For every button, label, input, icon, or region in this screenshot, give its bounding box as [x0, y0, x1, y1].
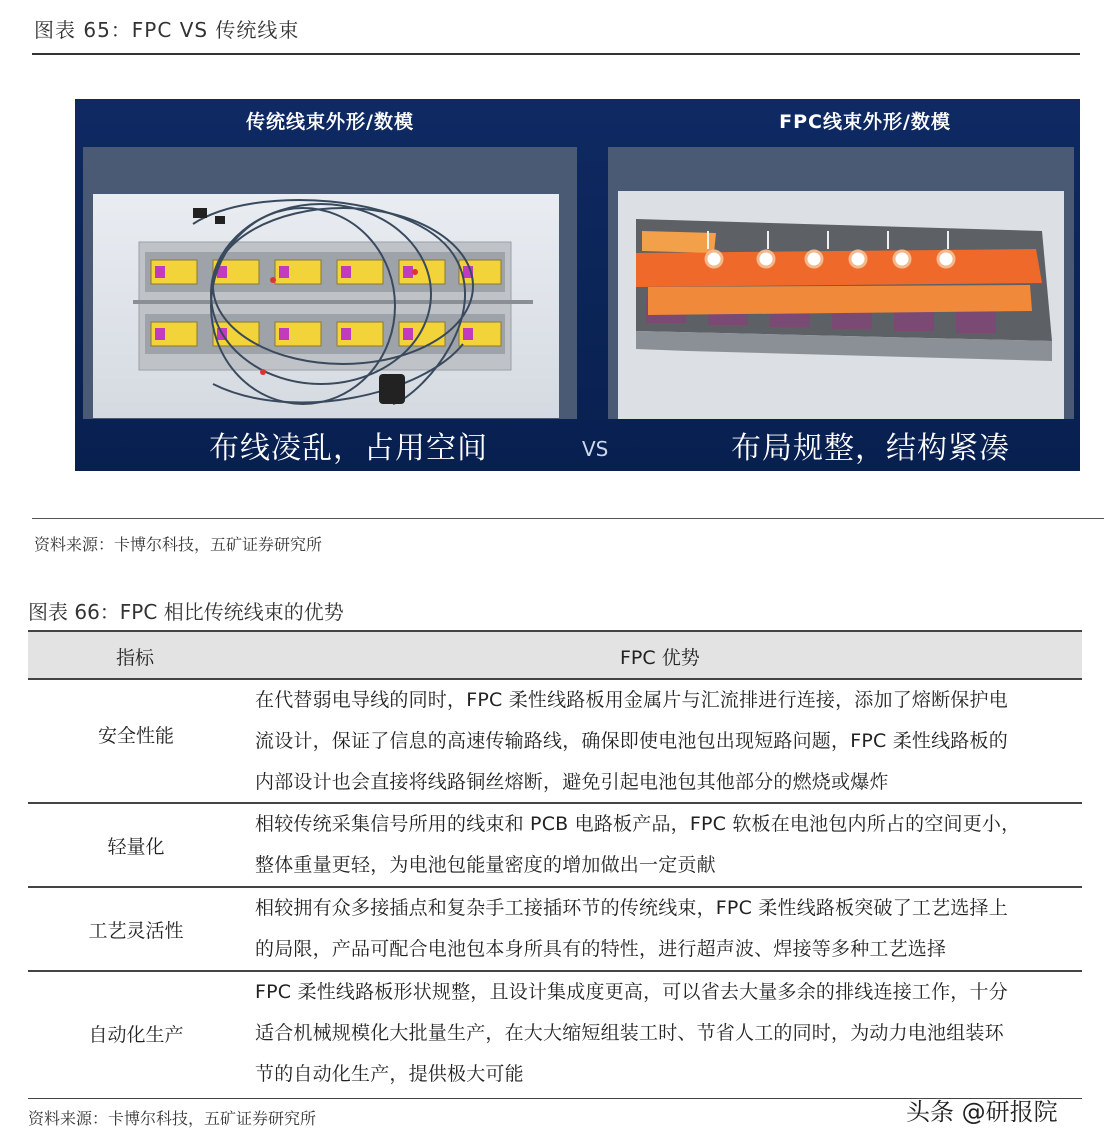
fpc-harness-image: [618, 191, 1064, 419]
figure-66-source: 资料来源：卡博尔科技，五矿证券研究所: [28, 1109, 317, 1128]
row-description: [255, 680, 1081, 803]
left-panel-label: 传统线束外形/数模: [246, 111, 414, 133]
description-line: 适合机械规模化大批量生产，在大大缩短组装工时、节省人工的同时，为动力电池组装环: [255, 1022, 1004, 1044]
figure-65-title: 图表 65：FPC VS 传统线束: [34, 18, 300, 42]
right-caption: 布局规整，结构紧凑: [731, 431, 1010, 466]
title-rule: [32, 53, 1080, 55]
header-fpc-advantage: FPC 优势: [620, 647, 700, 669]
watermark: 头条 @研报院: [906, 1098, 1058, 1126]
description-line: 在代替弱电导线的同时，FPC 柔性线路板用金属片与汇流排进行连接，添加了熔断保护电: [255, 689, 1008, 711]
row-indicator: 安全性能: [97, 725, 174, 747]
right-panel-label: FPC线束外形/数模: [779, 111, 951, 133]
description-line: 的局限，产品可配合电池包本身所具有的特性，进行超声波、焊接等多种工艺选择: [255, 938, 947, 960]
fpc-harness-illustration: [618, 191, 1064, 419]
fpc-vs-harness-figure: [75, 99, 1080, 471]
table-row: [28, 804, 1082, 888]
table-row: [28, 972, 1082, 1099]
table-row: [28, 680, 1082, 804]
description-line: FPC 柔性线路板形状规整，且设计集成度更高，可以省去大量多余的排线连接工作，十分: [255, 981, 1008, 1003]
row-description: [255, 972, 1081, 1095]
description-line: 流设计，保证了信息的高速传输路线，确保即使电池包出现短路问题，FPC 柔性线路板的: [255, 730, 1008, 752]
row-description: [255, 804, 1081, 886]
table-row: [28, 888, 1082, 972]
row-indicator: 轻量化: [107, 836, 165, 858]
fpc-advantages-table: [28, 632, 1082, 1099]
description-line: 相较拥有众多接插点和复杂手工接插环节的传统线束，FPC 柔性线路板突破了工艺选择上: [255, 897, 1008, 919]
vs-label: VS: [582, 437, 609, 461]
figure-66-title: 图表 66：FPC 相比传统线束的优势: [28, 600, 344, 624]
description-line: 节的自动化生产，提供极大可能: [255, 1063, 524, 1085]
description-line: 内部设计也会直接将线路铜丝熔断，避免引起电池包其他部分的燃烧或爆炸: [255, 771, 889, 793]
row-description: [255, 888, 1081, 970]
left-caption: 布线凌乱，占用空间: [209, 431, 488, 466]
figure-65-source: 资料来源：卡博尔科技，五矿证券研究所: [34, 535, 323, 554]
traditional-harness-illustration: [93, 194, 559, 418]
row-indicator: 工艺灵活性: [88, 920, 184, 942]
description-line: 整体重量更轻，为电池包能量密度的增加做出一定贡献: [255, 854, 716, 876]
row-indicator: 自动化生产: [88, 1024, 184, 1046]
figure-bottom-rule: [32, 518, 1104, 519]
description-line: 相较传统采集信号所用的线束和 PCB 电路板产品，FPC 软板在电池包内所占的空间更小，: [255, 813, 1021, 835]
traditional-harness-image: [93, 194, 559, 418]
table-header: [28, 632, 1082, 680]
header-indicator: 指标: [116, 647, 155, 669]
